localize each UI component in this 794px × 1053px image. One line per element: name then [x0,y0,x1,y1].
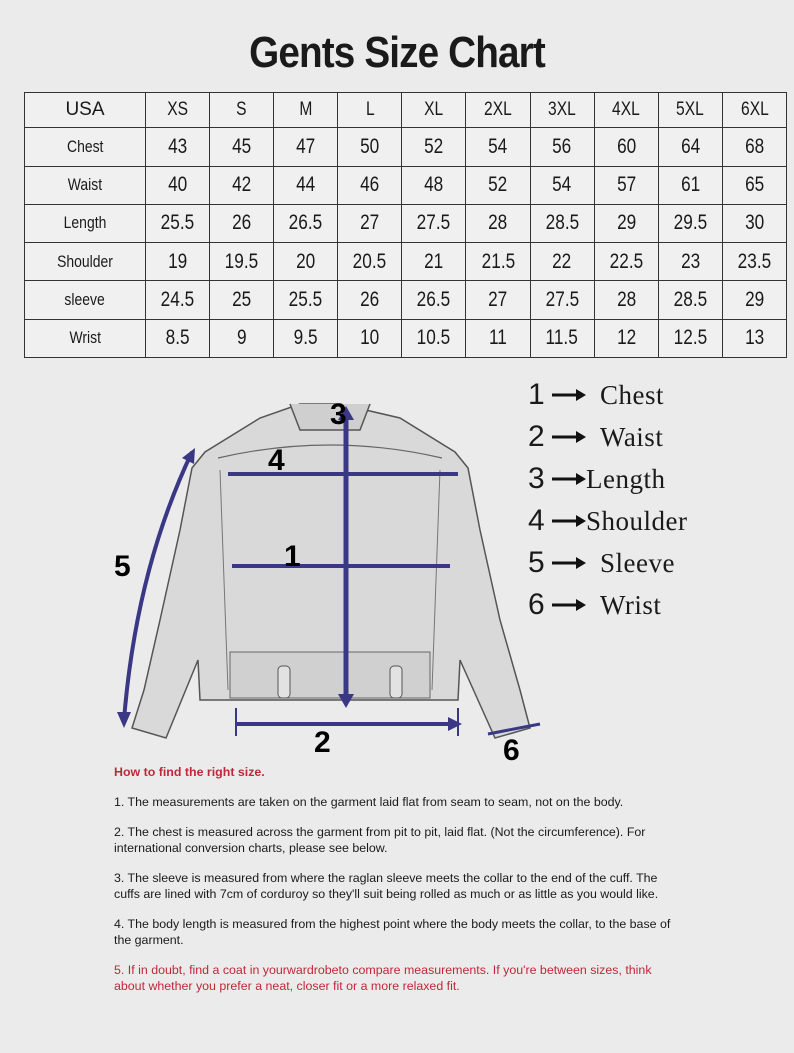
legend-item [528,584,788,626]
table-cell: 52 [402,128,466,166]
marker-5: 5 [114,550,131,583]
table-cell: 21 [402,243,466,281]
table-header-cell: L [338,93,402,128]
row-label: Shoulder [25,243,146,281]
table-cell: 26.5 [402,281,466,319]
table-row [25,204,787,242]
page-title: Gents Size Chart [249,28,545,77]
table-cell: 9 [210,319,274,357]
table-row [25,128,787,166]
table-cell: 44 [274,166,338,204]
table-cell: 27 [466,281,530,319]
table-cell: 43 [146,128,210,166]
table-header-cell: USA [25,93,146,128]
table-cell: 22.5 [594,243,658,281]
note-item: 2. The chest is measured across the garment from pit to pit, laid flat. (Not the circumference). For international conversion charts, please see below. [114,825,646,855]
legend-number: 2 [528,420,545,453]
row-label: Chest [25,128,146,166]
table-cell: 46 [338,166,402,204]
table-cell: 61 [658,166,722,204]
note-item: 1. The measurements are taken on the garment laid flat from seam to seam, not on the body. [114,795,624,809]
legend-number: 3 [528,462,545,495]
waist-arrow-right [448,717,462,731]
table-cell: 23.5 [722,243,786,281]
table-cell: 54 [466,128,530,166]
table-cell: 42 [210,166,274,204]
table-cell: 25.5 [274,281,338,319]
table-cell: 54 [530,166,594,204]
table-header-row [25,93,787,128]
legend-number: 4 [528,504,545,537]
table-header-cell: XS [146,93,210,128]
table-cell: 8.5 [146,319,210,357]
jacket-buckle-right [390,666,402,698]
table-cell: 29 [594,204,658,242]
row-label: Waist [25,166,146,204]
table-cell: 27.5 [402,204,466,242]
table-cell: 29 [722,281,786,319]
marker-1: 1 [284,540,301,573]
table-cell: 13 [722,319,786,357]
table-cell: 45 [210,128,274,166]
legend-label: Length [586,463,666,494]
legend-label: Shoulder [586,505,688,536]
arrow-right-icon [552,388,586,402]
table-cell: 40 [146,166,210,204]
note-item: 3. The sleeve is measured from where the raglan sleeve meets the collar to the end of the cuff. The cuffs are lined with 7cm of corduroy so they'll suit being rolled as much or as little as you would like. [114,871,659,901]
table-header-cell: 6XL [722,93,786,128]
measurement-legend [528,374,788,626]
row-label: sleeve [25,281,146,319]
legend-label: Wrist [600,589,662,620]
table-cell: 10 [338,319,402,357]
legend-item [528,500,788,542]
table-header-cell: 5XL [658,93,722,128]
legend-label: Chest [600,379,665,410]
arrow-right-icon [552,514,586,528]
table-cell: 22 [530,243,594,281]
table-cell: 47 [274,128,338,166]
marker-6: 6 [503,734,520,767]
table-cell: 10.5 [402,319,466,357]
table-cell: 27.5 [530,281,594,319]
table-cell: 28.5 [530,204,594,242]
table-cell: 29.5 [658,204,722,242]
table-header-cell: M [274,93,338,128]
notes-heading: How to find the right size. [114,765,265,779]
arrow-right-icon [552,598,586,612]
table-cell: 25.5 [146,204,210,242]
table-cell: 65 [722,166,786,204]
table-cell: 19 [146,243,210,281]
table-header-cell: 2XL [466,93,530,128]
size-table [24,92,787,358]
sleeve-arrow-bottom [117,712,131,728]
table-cell: 28.5 [658,281,722,319]
table-cell: 19.5 [210,243,274,281]
table-cell: 60 [594,128,658,166]
table-cell: 30 [722,204,786,242]
legend-item [528,458,788,500]
marker-3: 3 [330,398,347,431]
table-cell: 26 [338,281,402,319]
legend-label: Waist [600,421,664,452]
table-cell: 68 [722,128,786,166]
sizing-notes [114,764,674,1008]
table-cell: 11.5 [530,319,594,357]
arrow-right-icon [552,556,586,570]
table-cell: 24.5 [146,281,210,319]
note-item: 4. The body length is measured from the highest point where the body meets the collar, to the base of the garment. [114,917,671,947]
table-row [25,319,787,357]
table-row [25,166,787,204]
row-label: Length [25,204,146,242]
arrow-right-icon [552,472,586,486]
table-cell: 56 [530,128,594,166]
table-cell: 11 [466,319,530,357]
table-cell: 28 [466,204,530,242]
arrow-right-icon [552,430,586,444]
table-cell: 52 [466,166,530,204]
table-cell: 27 [338,204,402,242]
table-cell: 57 [594,166,658,204]
table-cell: 26 [210,204,274,242]
table-cell: 20 [274,243,338,281]
marker-2: 2 [314,726,331,759]
table-cell: 9.5 [274,319,338,357]
table-header-cell: 4XL [594,93,658,128]
table-row [25,243,787,281]
legend-item [528,542,788,584]
row-label: Wrist [25,319,146,357]
table-cell: 12 [594,319,658,357]
legend-number: 6 [528,588,545,621]
table-cell: 26.5 [274,204,338,242]
table-header-cell: 3XL [530,93,594,128]
note-item: 5. If in doubt, find a coat in yourwardrobeto compare measurements. If you're between sizes, think about whether you prefer a neat, closer fit or a more relaxed fit. [114,963,652,993]
table-header-cell: S [210,93,274,128]
table-cell: 25 [210,281,274,319]
legend-label: Sleeve [600,547,675,578]
table-cell: 48 [402,166,466,204]
table-row [25,281,787,319]
legend-number: 5 [528,546,545,579]
legend-number: 1 [528,378,545,411]
table-cell: 28 [594,281,658,319]
table-header-cell: XL [402,93,466,128]
table-cell: 50 [338,128,402,166]
jacket-diagram [100,390,560,770]
table-cell: 12.5 [658,319,722,357]
legend-item [528,374,788,416]
table-cell: 20.5 [338,243,402,281]
table-cell: 21.5 [466,243,530,281]
legend-item [528,416,788,458]
jacket-buckle-left [278,666,290,698]
table-cell: 23 [658,243,722,281]
table-cell: 64 [658,128,722,166]
length-arrow-bottom [338,694,354,708]
marker-4: 4 [268,444,285,477]
